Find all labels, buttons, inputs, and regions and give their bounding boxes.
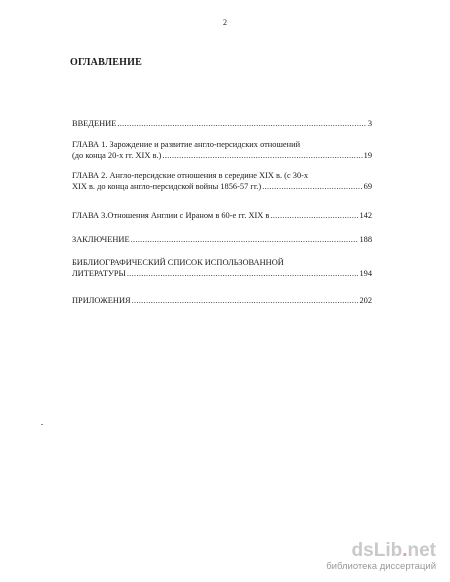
dot-leader xyxy=(132,295,359,306)
dot-leader xyxy=(270,210,358,221)
page-number: 2 xyxy=(223,18,227,27)
toc-entry-title-continued: (до конца 20-х гг. XIX в.) xyxy=(72,151,162,160)
watermark xyxy=(326,541,436,572)
toc-entry-conclusion[interactable] xyxy=(72,234,372,245)
toc-entry-introduction[interactable] xyxy=(72,118,372,129)
toc-entry-title-continued: ЛИТЕРАТУРЫ xyxy=(72,269,126,278)
toc-page-number: 69 xyxy=(363,182,372,191)
page-title: ОГЛАВЛЕНИЕ xyxy=(70,57,142,68)
toc-entry-chapter-1[interactable] xyxy=(72,139,372,161)
toc-entry-title: ГЛАВА 1. Зарождение и развитие англо-персидских отношений xyxy=(72,140,301,149)
toc-entry-title: ВВЕДЕНИЕ xyxy=(72,119,117,128)
toc-page-number: 142 xyxy=(359,211,372,220)
toc-entry-title: ГЛАВА 3.Отношения Англии с Ираном в 60-е гг. XIX в xyxy=(72,211,270,220)
toc-entry-title: ЗАКЛЮЧЕНИЕ xyxy=(72,235,130,244)
scan-speck xyxy=(41,424,43,425)
dot-leader xyxy=(162,150,362,161)
dot-leader xyxy=(117,118,366,129)
watermark-logo: dsLib.net xyxy=(351,540,436,561)
toc-entry-bibliography[interactable] xyxy=(72,257,372,279)
dot-leader xyxy=(127,268,359,279)
toc-page-number: 202 xyxy=(359,296,372,305)
watermark-tagline: библиотека диссертаций xyxy=(326,561,436,572)
toc-entry-title-continued: XIX в. до конца англо-персидской войны 1856-57 гг.) xyxy=(72,182,262,191)
toc-entry-title: БИБЛИОГРАФИЧЕСКИЙ СПИСОК ИСПОЛЬЗОВАННОЙ xyxy=(72,258,284,267)
toc-entry-title: ГЛАВА 2. Англо-персидские отношения в середине XIX в. (с 30-х xyxy=(72,171,309,180)
toc-entry-title: ПРИЛОЖЕНИЯ xyxy=(72,296,131,305)
dot-leader xyxy=(262,181,362,192)
toc-entry-chapter-3[interactable] xyxy=(72,210,372,221)
toc-page-number: 3 xyxy=(367,119,372,128)
toc-entry-appendices[interactable] xyxy=(72,295,372,306)
toc-page-number: 19 xyxy=(363,151,372,160)
toc-page-number: 194 xyxy=(359,269,372,278)
toc-entry-chapter-2[interactable] xyxy=(72,170,372,192)
toc-page-number: 188 xyxy=(359,235,372,244)
dot-leader xyxy=(131,234,359,245)
